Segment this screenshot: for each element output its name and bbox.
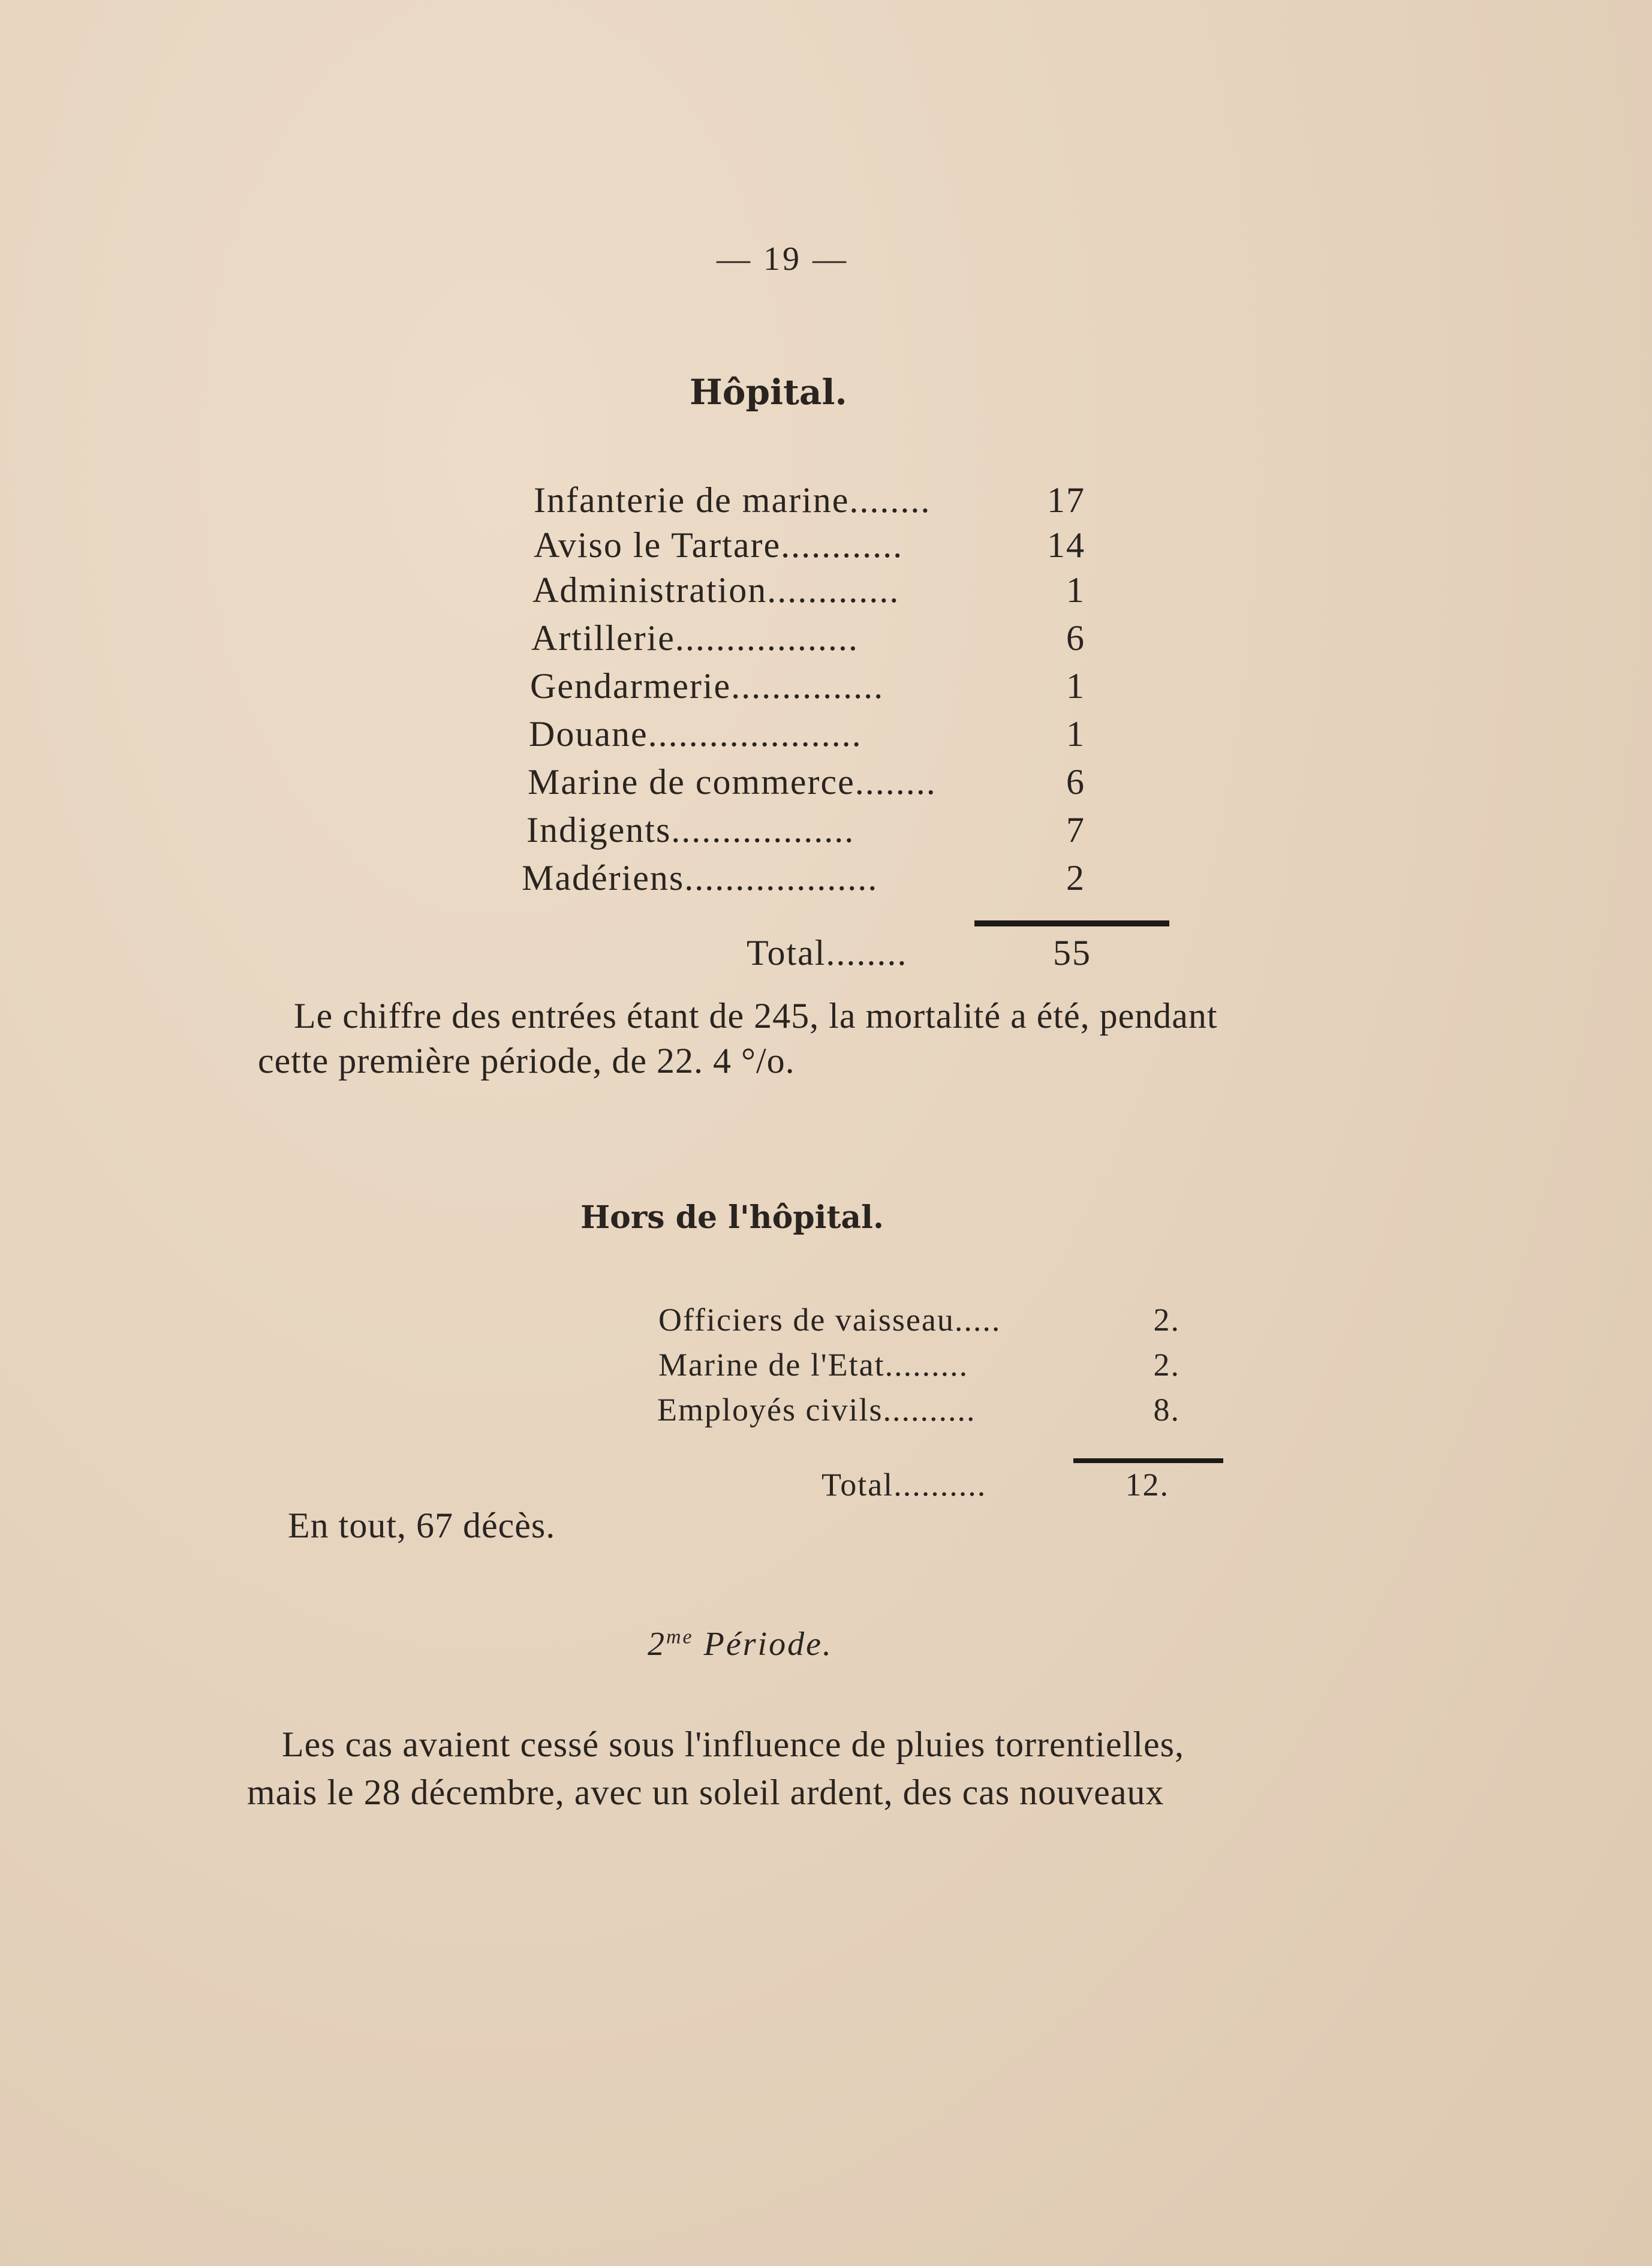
row-value: 8. [1153, 1392, 1180, 1428]
paragraph-line: Les cas avaient cessé sous l'influence de pluies torrentielles, [282, 1725, 1184, 1764]
row-value: 7 [1066, 810, 1085, 850]
row-label: Douane..................... [529, 714, 862, 754]
total-rule [1073, 1458, 1223, 1463]
row-value: 14 [1047, 525, 1085, 565]
row-value: 1 [1066, 714, 1085, 754]
page-number: — 19 — [717, 240, 848, 278]
outside-title: Hors de l'hôpital. [580, 1199, 884, 1236]
hospital-title: Hôpital. [690, 372, 847, 413]
total-rule [974, 920, 1169, 926]
row-value: 2. [1153, 1302, 1180, 1338]
paragraph-line: cette première période, de 22. 4 °/o. [258, 1041, 795, 1081]
period-2-title [648, 1625, 833, 1663]
total-label: Total.......... [822, 1467, 987, 1503]
total-value: 12. [1125, 1467, 1169, 1503]
row-label: Marine de l'Etat......... [658, 1347, 969, 1383]
row-label: Indigents.................. [526, 810, 855, 850]
row-value: 6 [1066, 618, 1085, 658]
total-value: 55 [1053, 933, 1091, 973]
row-value: 6 [1066, 762, 1085, 802]
row-label: Officiers de vaisseau..... [658, 1302, 1001, 1338]
row-label: Marine de commerce........ [528, 762, 937, 802]
row-value: 2 [1066, 858, 1085, 898]
row-label: Employés civils.......... [657, 1392, 976, 1428]
row-label: Administration............. [532, 570, 900, 610]
row-value: 2. [1153, 1347, 1180, 1383]
period-label: Période. [703, 1626, 833, 1663]
row-value: 17 [1047, 480, 1085, 520]
total-label: Total........ [747, 933, 908, 973]
paragraph-line: mais le 28 décembre, avec un soleil ardent, des cas nouveaux [247, 1773, 1164, 1812]
summary-line: En tout, 67 décès. [288, 1506, 556, 1545]
row-value: 1 [1066, 666, 1085, 706]
period-ordinal: 2 [648, 1626, 666, 1663]
period-ordinal-suffix: me [666, 1626, 694, 1648]
row-label: Madériens................... [522, 858, 878, 898]
row-label: Gendarmerie............... [530, 666, 884, 706]
row-value: 1 [1066, 570, 1085, 610]
paragraph-line: Le chiffre des entrées étant de 245, la mortalité a été, pendant [294, 996, 1218, 1036]
row-label: Artillerie.................. [531, 618, 859, 658]
row-label: Infanterie de marine........ [534, 480, 931, 520]
row-label: Aviso le Tartare............ [534, 525, 904, 565]
